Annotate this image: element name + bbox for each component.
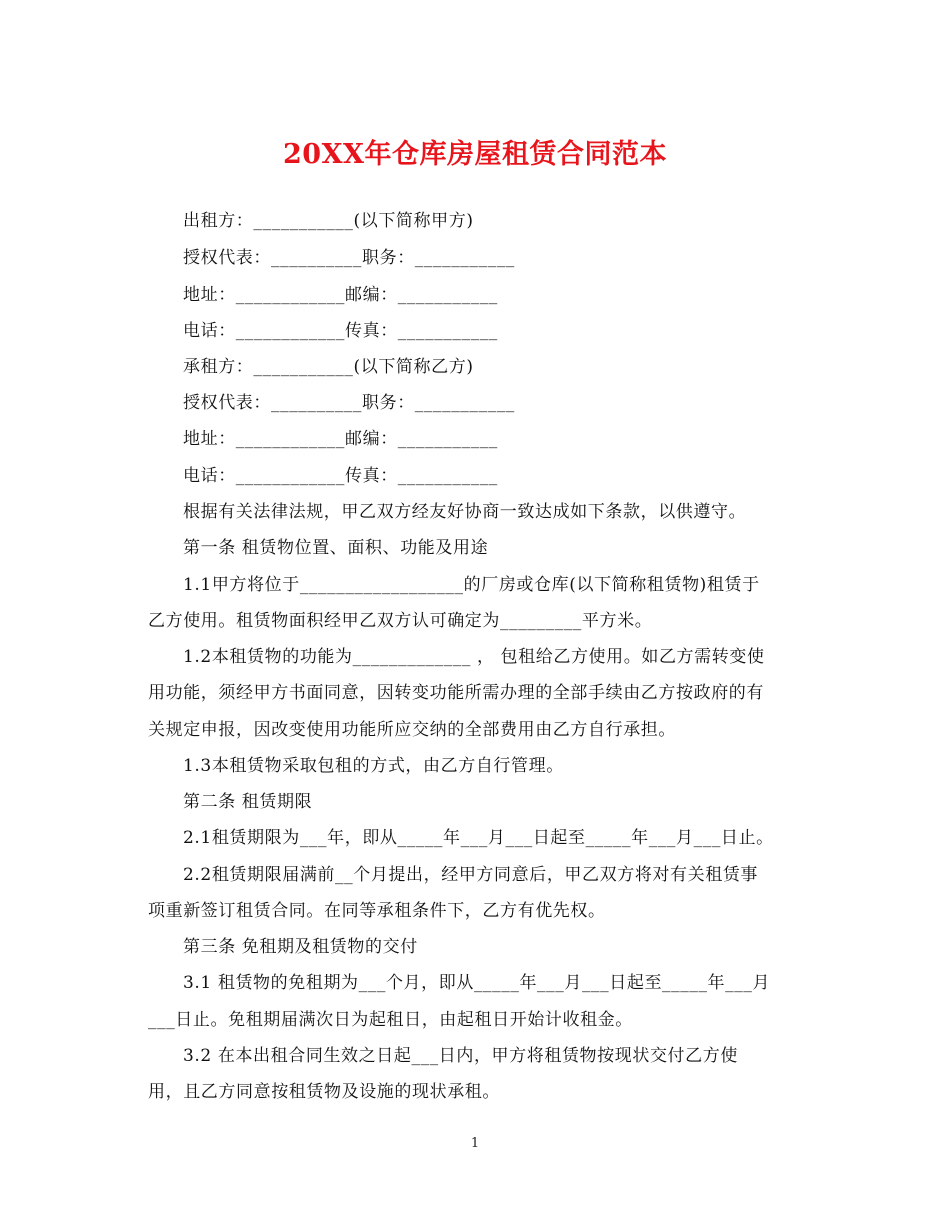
clause-1-1-line: 乙方使用。租赁物面积经甲乙双方认可确定为_________平方米。 — [148, 611, 653, 631]
lessor-line: 出租方：___________(以下简称甲方) — [183, 211, 474, 231]
article-3-heading: 第三条 免租期及租赁物的交付 — [183, 937, 418, 957]
clause-2-2-line: 项重新签订租赁合同。在同等承租条件下，乙方有优先权。 — [148, 901, 606, 921]
clause-3-2-line: 3.2 在本出租合同生效之日起___日内，甲方将租赁物按现状交付乙方使 — [183, 1046, 738, 1066]
clause-3-1-line: 3.1 租赁物的免租期为___个月，即从_____年___月___日起至_____年___月 — [183, 973, 771, 993]
document-title: 20XX年仓库房屋租赁合同范本 — [283, 139, 667, 170]
preamble-paragraph: 根据有关法律法规，甲乙双方经友好协商一致达成如下条款，以供遵守。 — [183, 502, 747, 522]
lessor-phone-line: 电话：____________传真：___________ — [183, 321, 498, 341]
page-number: 1 — [470, 1136, 480, 1151]
clause-2-1-line: 2.1租赁期限为___年，即从_____年___月___日起至_____年___月___日止。 — [183, 828, 774, 848]
lessee-representative-line: 授权代表：__________职务：___________ — [183, 393, 515, 413]
lessee-address-line: 地址：____________邮编：___________ — [183, 429, 498, 449]
lessee-line: 承租方：___________(以下简称乙方) — [183, 357, 474, 377]
lessee-phone-line: 电话：____________传真：___________ — [183, 466, 498, 486]
clause-1-1-line: 1.1甲方将位于__________________的厂房或仓库(以下简称租赁物)租赁于 — [183, 575, 760, 595]
clause-1-2-line: 关规定申报，因改变使用功能所应交纳的全部费用由乙方自行承担。 — [148, 720, 676, 740]
article-2-heading: 第二条 租赁期限 — [183, 792, 313, 812]
clause-1-2-line: 用功能，须经甲方书面同意，因转变功能所需办理的全部手续由乙方按政府的有 — [148, 683, 764, 703]
clause-1-2-line: 1.2本租赁物的功能为_____________ ， 包租给乙方使用。如乙方需转变使 — [183, 647, 765, 667]
article-1-heading: 第一条 租赁物位置、面积、功能及用途 — [183, 538, 489, 558]
lessor-representative-line: 授权代表：__________职务：___________ — [183, 248, 515, 268]
clause-2-2-line: 2.2租赁期限届满前__个月提出，经甲方同意后，甲乙双方将对有关租赁事 — [183, 865, 759, 885]
clause-3-2-line: 用，且乙方同意按租赁物及设施的现状承租。 — [148, 1082, 500, 1102]
lessor-address-line: 地址：____________邮编：___________ — [183, 285, 498, 305]
clause-3-1-line: ___日止。免租期届满次日为起租日，由起租日开始计收租金。 — [148, 1010, 633, 1030]
clause-1-3-line: 1.3本租赁物采取包租的方式，由乙方自行管理。 — [183, 756, 564, 776]
